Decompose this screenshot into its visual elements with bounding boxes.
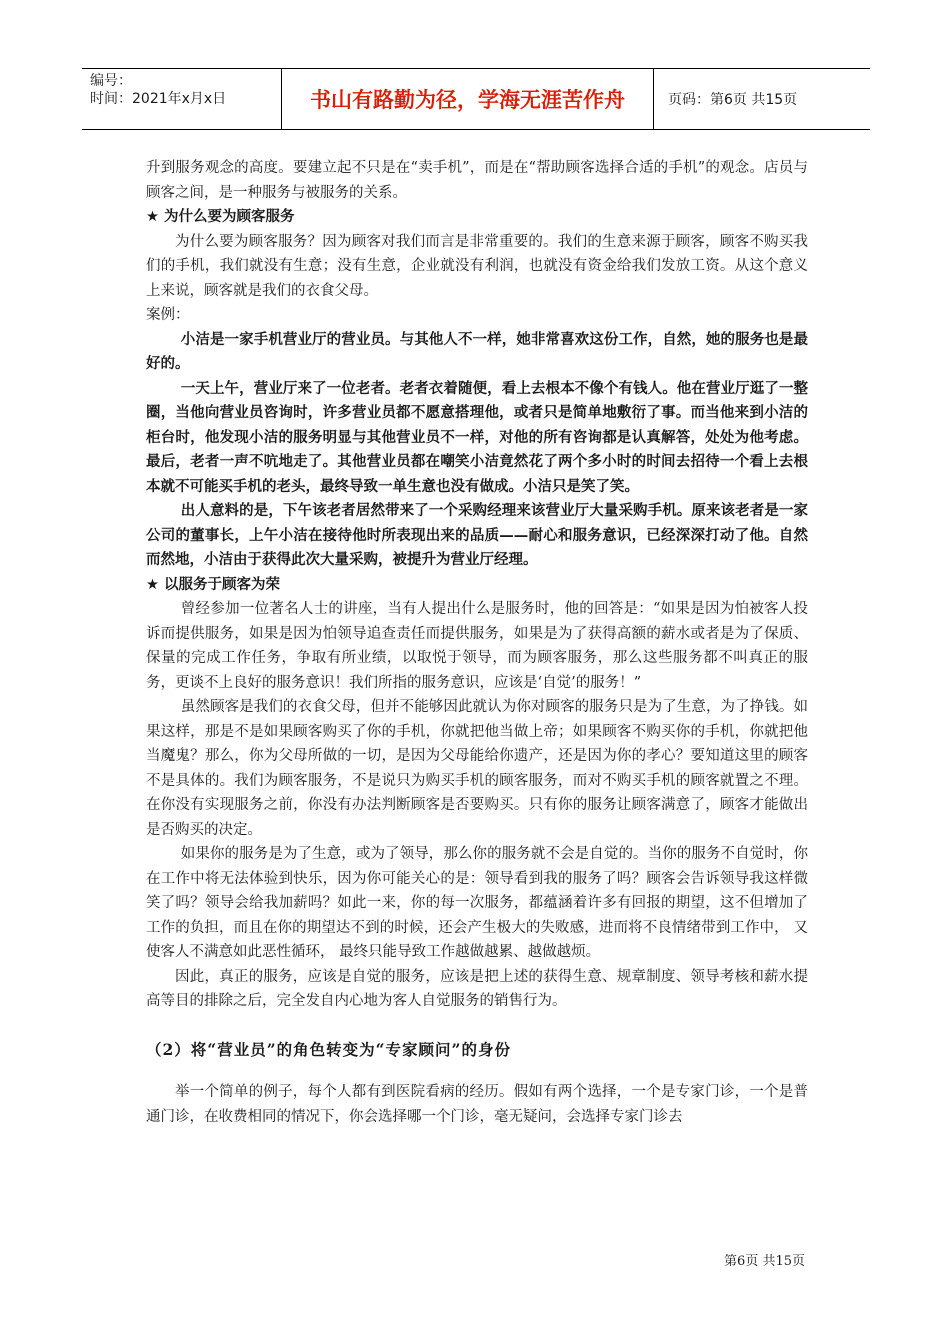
paragraph: 因此，真正的服务，应该是自觉的服务，应该是把上述的获得生意、规章制度、领导考核和薪水提高等目的排除之后，完全发自内心地为客人自觉服务的销售行为。: [146, 968, 808, 1009]
page-footer: 第6页 共15页: [724, 1254, 805, 1269]
paragraph: 为什么要为顾客服务？因为顾客对我们而言是非常重要的。我们的生意来源于顾客，顾客不购买我们的手机，我们就没有生意；没有生意，企业就没有利润，也就没有资金给我们发放工资。从这个意义上来说，顾客就是我们的衣食父母。: [146, 233, 808, 299]
document-body: [146, 156, 808, 1129]
page-header: [82, 68, 870, 130]
paragraph: 曾经参加一位著名人士的讲座，当有人提出什么是服务时，他的回答是：“如果是因为怕被客人投诉而提供服务，如果是因为怕领导追查责任而提供服务，如果是为了获得高额的薪水或者是为了保质、保量的完成工作任务，争取有所业绩，以取悦于领导，而为顾客服务，那么这些服务都不叫真正的服务，更谈不上良好的服务意识！我们所指的服务意识，应该是‘自觉’的服务！”: [146, 601, 808, 691]
paragraph: 如果你的服务是为了生意，或为了领导，那么你的服务就不会是自觉的。当你的服务不自觉时，你在工作中将无法体验到快乐，因为你可能关心的是：领导看到我的服务了吗？顾客会告诉领导我这样微笑了吗？领导会给我加薪吗？如此一来，你的每一次服务，都蕴涵着许多有回报的期望，这不但增加了工作的负担，而且在你的期望达不到的时候，还会产生极大的失败感，进而将不良情绪带到工作中， 又使客人不满意如此恶性循环， 最终只能导致工作越做越累、越做越烦。: [146, 846, 808, 960]
header-page-number: 页码：第6页 共15页: [668, 92, 798, 108]
case-paragraph: 一天上午，营业厅来了一位老者。老者衣着随便，看上去根本不像个有钱人。他在营业厅逛了一整圈，当他向营业员咨询时，许多营业员都不愿意搭理他，或者只是简单地敷衍了事。而当他来到小洁的柜台时，他发现小洁的服务明显与其他营业员不一样，对他的所有咨询都是认真解答，处处为他考虑。最后，老者一声不吭地走了。其他营业员都在嘲笑小洁竟然花了两个多小时的时间去招待一个看上去根本就不可能买手机的老头，最终导致一单生意也没有做成。小洁只是笑了笑。: [146, 380, 808, 495]
case-paragraph: 小洁是一家手机营业厅的营业员。与其他人不一样，她非常喜欢这份工作，自然，她的服务也是最好的。: [146, 331, 808, 372]
paragraph: 虽然顾客是我们的衣食父母，但并不能够因此就认为你对顾客的服务只是为了生意，为了挣钱。如果这样，那是不是如果顾客购买了你的手机，你就把他当做上帝；如果顾客不购买你的手机，你就把他当魔鬼？那么，你为父母所做的一切，是因为父母能给你遗产，还是因为你的孝心？要知道这里的顾客不是具体的。我们为顾客服务，不是说只为购买手机的顾客服务，而对不购买手机的顾客就置之不理。在你没有实现服务之前，你没有办法判断顾客是否要购买。只有你的服务让顾客满意了，顾客才能做出是否购买的决定。: [146, 699, 808, 838]
case-label: 案例：: [146, 307, 190, 323]
case-paragraph: 出人意料的是，下午该老者居然带来了一个采购经理来该营业厅大量采购手机。原来该老者是一家公司的董事长，上午小洁在接待他时所表现出来的品质——耐心和服务意识，已经深深打动了他。自然而然地，小洁由于获得此次大量采购，被提升为营业厅经理。: [146, 503, 808, 568]
paragraph: 举一个简单的例子，每个人都有到医院看病的经历。假如有两个选择，一个是专家门诊，一个是普通门诊，在收费相同的情况下，你会选择哪一个门诊，毫无疑问，会选择专家门诊去: [146, 1084, 808, 1125]
header-meta: [82, 69, 282, 129]
number-label: 编号：: [90, 73, 132, 89]
paragraph: 升到服务观念的高度。要建立起不只是在“卖手机”，而是在“帮助顾客选择合适的手机”的观念。店员与顾客之间，是一种服务与被服务的关系。: [146, 160, 808, 201]
date-label: 时间：2021年x月x日: [90, 91, 227, 107]
subsection-heading: （2）将“营业员”的角色转变为“专家顾问”的身份: [146, 1039, 511, 1059]
header-motto: 书山有路勤为径，学海无涯苦作舟: [282, 69, 654, 129]
section-heading: ★ 为什么要为顾客服务: [146, 209, 295, 225]
section-heading: ★ 以服务于顾客为荣: [146, 576, 281, 593]
